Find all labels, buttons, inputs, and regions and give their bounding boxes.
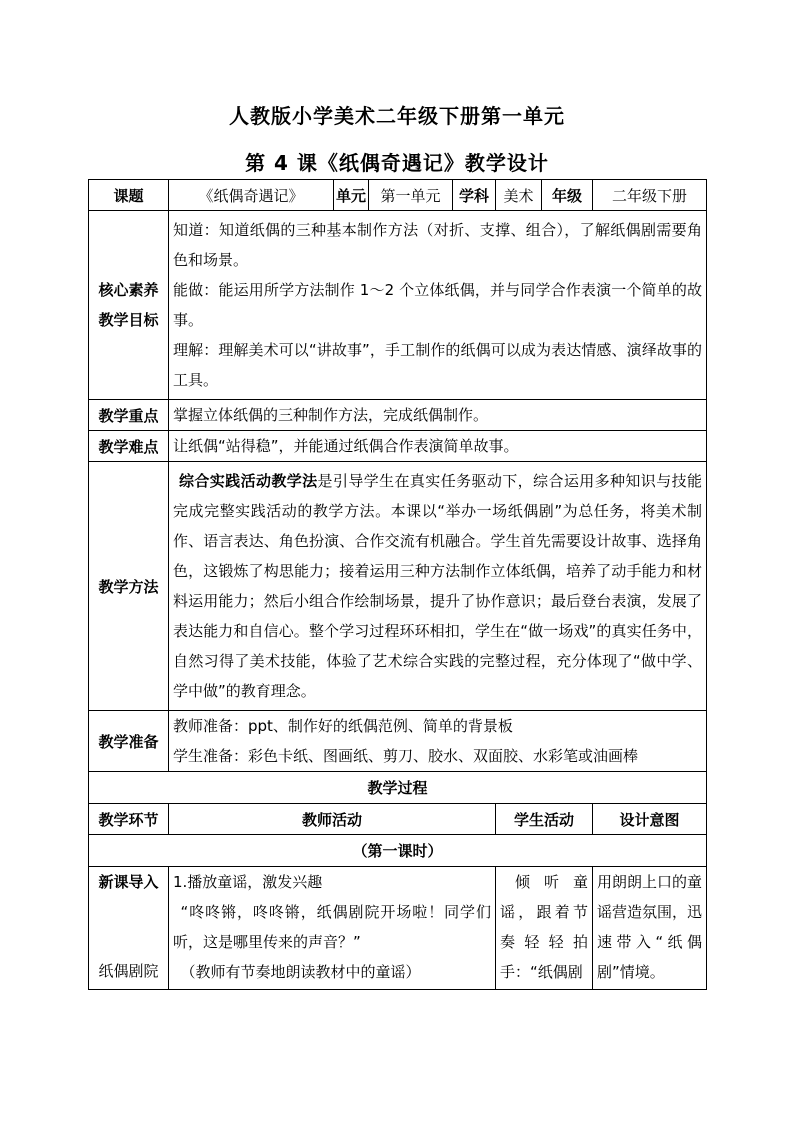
topic-value: 《纸偶奇遇记》 [169, 180, 334, 211]
design-intent: 用朗朗上口的童谣营造氛围，迅速带入“纸偶剧”情境。 [593, 867, 707, 990]
objectives-content [169, 211, 707, 400]
objective-know: 知道：知道纸偶的三种基本制作方法（对折、支撑、组合），了解纸偶剧需要角色和场景。 [173, 221, 703, 269]
objectives-row [89, 211, 707, 400]
info-row [89, 180, 707, 211]
method-row [89, 462, 707, 711]
method-label: 教学方法 [89, 462, 169, 711]
lesson-row [89, 835, 707, 867]
unit-label: 单元 [334, 180, 369, 211]
key-point-row [89, 400, 707, 431]
student-preparation: 学生准备：彩色卡纸、图画纸、剪刀、胶水、双面胶、水彩笔或油画棒 [173, 747, 639, 765]
subject-label: 学科 [453, 180, 496, 211]
objectives-label [89, 211, 169, 400]
subject-value: 美术 [496, 180, 542, 211]
preparation-row [89, 711, 707, 772]
method-bold-lead: 综合实践活动教学法 [179, 472, 318, 490]
lesson-label: （第一课时） [89, 835, 707, 867]
teacher-activity-line-1: 1.播放童谣，激发兴趣 [173, 873, 323, 891]
method-content [169, 462, 707, 711]
difficulty-row [89, 431, 707, 462]
objective-understand: 理解：理解美术可以“讲故事”，手工制作的纸偶可以成为表达情感、演绎故事的工具。 [173, 341, 703, 389]
col-student-header: 学生活动 [496, 804, 593, 835]
difficulty-text: 让纸偶“站得稳”，并能通过纸偶合作表演简单故事。 [169, 431, 707, 462]
document-subtitle: 第 4 课《纸偶奇遇记》教学设计 [245, 151, 549, 175]
grade-value: 二年级下册 [593, 180, 707, 211]
teacher-activity-line-3: （教师有节奏地朗读教材中的童谣） [180, 963, 421, 981]
col-stage-header: 教学环节 [89, 804, 169, 835]
key-point-label: 教学重点 [89, 400, 169, 431]
objectives-label-line1: 核心素养 [98, 281, 159, 299]
key-point-text: 掌握立体纸偶的三种制作方法，完成纸偶制作。 [169, 400, 707, 431]
col-intent-header: 设计意图 [593, 804, 707, 835]
process-title-row [89, 772, 707, 804]
process-header-row [89, 804, 707, 835]
lesson-plan-table [88, 179, 707, 990]
teacher-activity-line-2: “咚咚锵，咚咚锵，纸偶剧院开场啦！同学们听，这是哪里传来的声音？” [173, 903, 491, 951]
stage-name: 新课导入 [98, 873, 159, 891]
objective-do: 能做：能运用所学方法制作 1～2 个立体纸偶，并与同学合作表演一个简单的故事。 [173, 281, 703, 329]
difficulty-label: 教学难点 [89, 431, 169, 462]
document-title: 人教版小学美术二年级下册第一单元 [229, 104, 565, 128]
teacher-preparation: 教师准备：ppt、制作好的纸偶范例、简单的背景板 [173, 717, 513, 735]
preparation-label: 教学准备 [89, 711, 169, 772]
preparation-content [169, 711, 707, 772]
intro-row [89, 867, 707, 990]
student-activity: 倾听童谣，跟着节奏轻轻拍手：“纸偶剧 [496, 867, 593, 990]
teacher-activity [169, 867, 496, 990]
objectives-label-line2: 教学目标 [98, 311, 159, 329]
col-teacher-header: 教师活动 [169, 804, 496, 835]
stage-intro [89, 867, 169, 990]
grade-label: 年级 [542, 180, 593, 211]
topic-label: 课题 [89, 180, 169, 211]
process-title: 教学过程 [89, 772, 707, 804]
method-text: 是引导学生在真实任务驱动下，综合运用多种知识与技能完成完整实践活动的教学方法。本课以“举办一场纸偶剧”为总任务，将美术制作、语言表达、角色扮演、合作交流有机融合。学生首先需要设计故事、选择角色，这锻炼了构思能力；接着运用三种方法制作立体纸偶，培养了动手能力和材料运用能力；然后小组合作绘制场景，提升了协作意识；最后登台表演，发展了表达能力和自信心。整个学习过程环环相扣，学生在“做一场戏”的真实任务中，自然习得了美术技能，体验了艺术综合实践的完整过程，充分体现了“做中学、学中做”的教育理念。 [173, 472, 703, 700]
stage-subtitle: 纸偶剧院 [98, 962, 159, 980]
unit-value: 第一单元 [369, 180, 453, 211]
